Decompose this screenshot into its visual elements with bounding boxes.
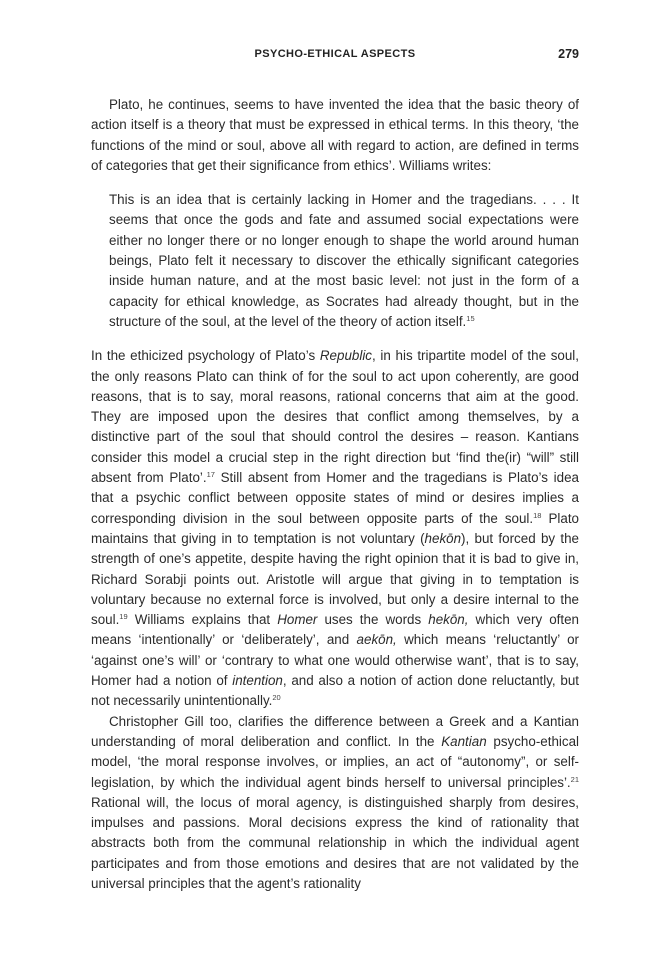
paragraph-1-text: Plato, he continues, seems to have invented the idea that the basic theory of action itself is a theory that must be expressed in ethical terms. In this theory, ‘the functions of the mind or soul, above all with regard to action, are defined in terms of categories that get their significance from ethics’. Williams writes: <box>91 97 579 173</box>
footnote-ref-17: 17 <box>206 470 215 480</box>
text-span: Christopher Gill too, clarifies the difference between a Greek and a Kantian understanding of moral deliberation and conflict. In the <box>91 713 579 749</box>
text-span: Still absent from Homer and the tragedians is Plato’s idea that a psychic conflict between opposite states of mind or desires implies a corresponding division in the soul between opposite parts of the soul. <box>91 470 579 526</box>
page-number: 279 <box>558 47 579 61</box>
text-span: , in his tripartite model of the soul, the only reasons Plato can think of for the soul to act upon coherently, are good reasons, that is to say, moral reasons, rational concerns that aim at the good. They are imposed upon the desires that conflict among themselves, by a distinctive part of the soul that should control the desires – reason. Kantians consider this model a crucial step in the right direction but ‘find the(ir) “will” still absent from Plato’. <box>91 348 579 486</box>
page-header <box>91 48 579 68</box>
footnote-ref-18: 18 <box>533 510 542 520</box>
text-span: Rational will, the locus of moral agency, is distinguished sharply from desires, impulses and passions. Moral decisions express the kind of rationality that abstracts both from the communal relationship in which the individual agent participates and from those emotions and desires that are not validated by the universal principles that the agent’s rationality <box>91 794 579 891</box>
italic-kantian: Kantian <box>441 733 487 749</box>
block-quote-text: This is an idea that is certainly lacking in Homer and the tragedians. . . . It seems that once the gods and fate and assumed social expectations were either no longer there or no longer enough to shape the world around human beings, Plato felt it necessary to discover the ethically significant categories inside human nature, and at the most basic level: not just in the form of a capacity for ethical knowledge, as Socrates had already thought, but in the structure of the soul, at the level of the theory of action itself. <box>109 192 579 329</box>
italic-republic: Republic <box>319 348 372 364</box>
page-body <box>91 95 579 894</box>
text-span: Plato maintains that giving in to temptation is not voluntary ( <box>91 510 579 546</box>
running-head: PSYCHO-ETHICAL ASPECTS <box>254 48 416 60</box>
text-span: which means ‘reluctantly’ or ‘against one’s will’ or ‘contrary to what one would otherwise want’, that is to say, Homer had a notion of <box>91 632 579 689</box>
paragraph-1 <box>91 95 579 176</box>
text-span: psycho-ethical model, ‘the moral response involves, or implies, an act of “autonomy”, or self-legislation, by which the individual agent binds herself to universal principles’. <box>91 733 579 790</box>
book-page <box>91 0 579 975</box>
text-span: In the ethicized psychology of Plato’s <box>91 348 320 364</box>
italic-intention: intention <box>232 673 283 689</box>
italic-homer: Homer <box>277 612 318 628</box>
footnote-ref-20: 20 <box>272 693 281 703</box>
text-span: , and also a notion of action done reluctantly, but not necessarily unintentionally. <box>91 673 579 709</box>
text-span: which very often means ‘intentionally’ or ‘deliberately’, and <box>91 612 579 648</box>
italic-hekon-word: hekōn, <box>428 612 469 628</box>
footnote-ref-21: 21 <box>570 774 579 784</box>
italic-aekon: aekōn, <box>356 632 397 648</box>
paragraph-3 <box>91 712 579 895</box>
block-quote <box>109 190 579 332</box>
text-span: uses the words <box>317 612 429 628</box>
paragraph-2 <box>91 346 579 711</box>
text-span: Williams explains that <box>127 612 278 628</box>
footnote-ref-15: 15 <box>466 313 475 323</box>
italic-hekon: hekōn <box>424 530 462 546</box>
footnote-ref-19: 19 <box>119 612 128 622</box>
text-span: ), but forced by the strength of one’s appetite, despite having the right opinion that it is bad to give in, Richard Sorabji points out. Aristotle will argue that giving in to temptation is voluntary because no external force is involved, but only a desire internal to the soul. <box>91 530 580 628</box>
